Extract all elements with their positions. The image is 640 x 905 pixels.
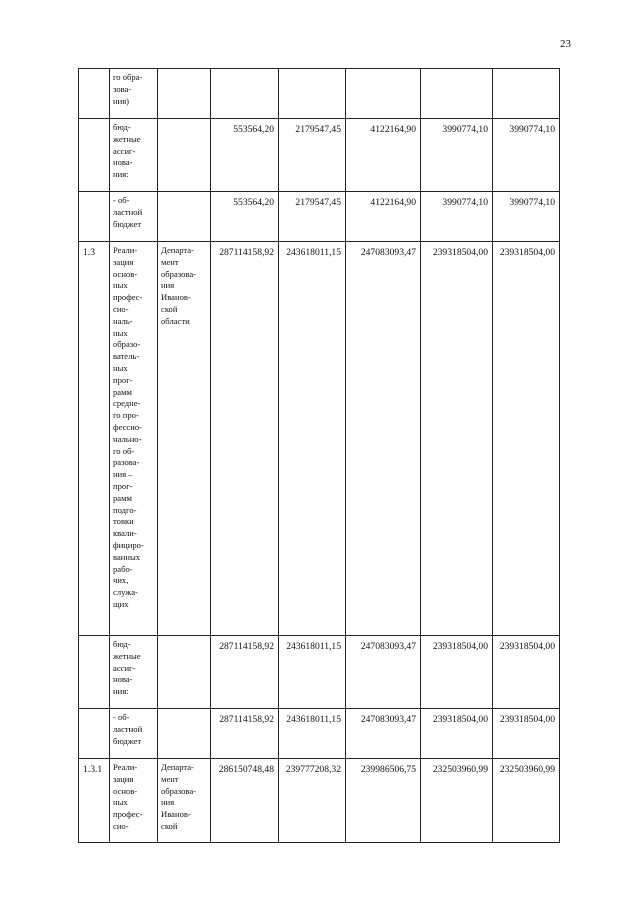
row-value-3 bbox=[346, 69, 421, 119]
row-value-5: 239318504,00 bbox=[493, 709, 560, 759]
row-value-4: 3990774,10 bbox=[421, 192, 493, 242]
row-executor bbox=[158, 69, 211, 119]
row-name: Реали- зация основ- ных профес- сио- наль- ных образо- ватель- ных прог- рамм средне- го про- фессио- нально- го об- разова- ния – прог- рамм подго- товки квали- фициро- ванных рабо- чих, служа- щих bbox=[110, 242, 158, 636]
row-code: 1.3.1 bbox=[79, 759, 110, 843]
table-row bbox=[79, 119, 560, 192]
row-name: го обра- зова- ния) bbox=[110, 69, 158, 119]
row-value-1: 286150748,48 bbox=[211, 759, 279, 843]
row-value-5 bbox=[493, 69, 560, 119]
row-code bbox=[79, 636, 110, 709]
row-value-4: 239318504,00 bbox=[421, 636, 493, 709]
row-value-2: 239777208,32 bbox=[279, 759, 346, 843]
row-name: - об- ластной бюджет bbox=[110, 192, 158, 242]
table-row bbox=[79, 69, 560, 119]
row-value-1 bbox=[211, 69, 279, 119]
row-value-3: 247083093,47 bbox=[346, 709, 421, 759]
table-row bbox=[79, 242, 560, 636]
row-name: Реали- зация основ- ных профес- сио- bbox=[110, 759, 158, 843]
row-value-3: 247083093,47 bbox=[346, 636, 421, 709]
table-row bbox=[79, 759, 560, 843]
row-value-2 bbox=[279, 69, 346, 119]
row-name: бюд- жетные ассиг- нова- ния: bbox=[110, 636, 158, 709]
row-value-3: 239986506,75 bbox=[346, 759, 421, 843]
page-number: 23 bbox=[560, 38, 571, 50]
row-code bbox=[79, 69, 110, 119]
row-executor bbox=[158, 636, 211, 709]
row-value-4: 239318504,00 bbox=[421, 242, 493, 636]
row-value-2: 2179547,45 bbox=[279, 119, 346, 192]
row-value-4 bbox=[421, 69, 493, 119]
row-value-4: 239318504,00 bbox=[421, 709, 493, 759]
table-row bbox=[79, 636, 560, 709]
row-executor: Департа- мент образова- ния Иванов- ской bbox=[158, 759, 211, 843]
row-value-1: 553564,20 bbox=[211, 192, 279, 242]
row-value-2: 2179547,45 bbox=[279, 192, 346, 242]
row-name: - об- ластной бюджет bbox=[110, 709, 158, 759]
row-value-1: 287114158,92 bbox=[211, 636, 279, 709]
row-value-3: 4122164,90 bbox=[346, 192, 421, 242]
table-row bbox=[79, 192, 560, 242]
row-value-1: 287114158,92 bbox=[211, 709, 279, 759]
row-value-1: 287114158,92 bbox=[211, 242, 279, 636]
row-value-2: 243618011,15 bbox=[279, 636, 346, 709]
table-row bbox=[79, 709, 560, 759]
row-value-4: 232503960,99 bbox=[421, 759, 493, 843]
row-value-3: 4122164,90 bbox=[346, 119, 421, 192]
row-executor bbox=[158, 119, 211, 192]
row-value-2: 243618011,15 bbox=[279, 709, 346, 759]
row-value-5: 239318504,00 bbox=[493, 242, 560, 636]
row-executor bbox=[158, 709, 211, 759]
row-code: 1.3 bbox=[79, 242, 110, 636]
row-value-4: 3990774,10 bbox=[421, 119, 493, 192]
row-code bbox=[79, 192, 110, 242]
row-code bbox=[79, 119, 110, 192]
row-value-5: 232503960,99 bbox=[493, 759, 560, 843]
row-executor bbox=[158, 192, 211, 242]
row-value-5: 3990774,10 bbox=[493, 119, 560, 192]
row-executor: Департа- мент образова- ния Иванов- ской области bbox=[158, 242, 211, 636]
row-name: бюд- жетные ассиг- нова- ния: bbox=[110, 119, 158, 192]
table-body bbox=[79, 69, 560, 843]
row-value-5: 3990774,10 bbox=[493, 192, 560, 242]
row-value-3: 247083093,47 bbox=[346, 242, 421, 636]
row-value-1: 553564,20 bbox=[211, 119, 279, 192]
row-value-2: 243618011,15 bbox=[279, 242, 346, 636]
row-value-5: 239318504,00 bbox=[493, 636, 560, 709]
budget-table bbox=[78, 68, 560, 843]
row-code bbox=[79, 709, 110, 759]
